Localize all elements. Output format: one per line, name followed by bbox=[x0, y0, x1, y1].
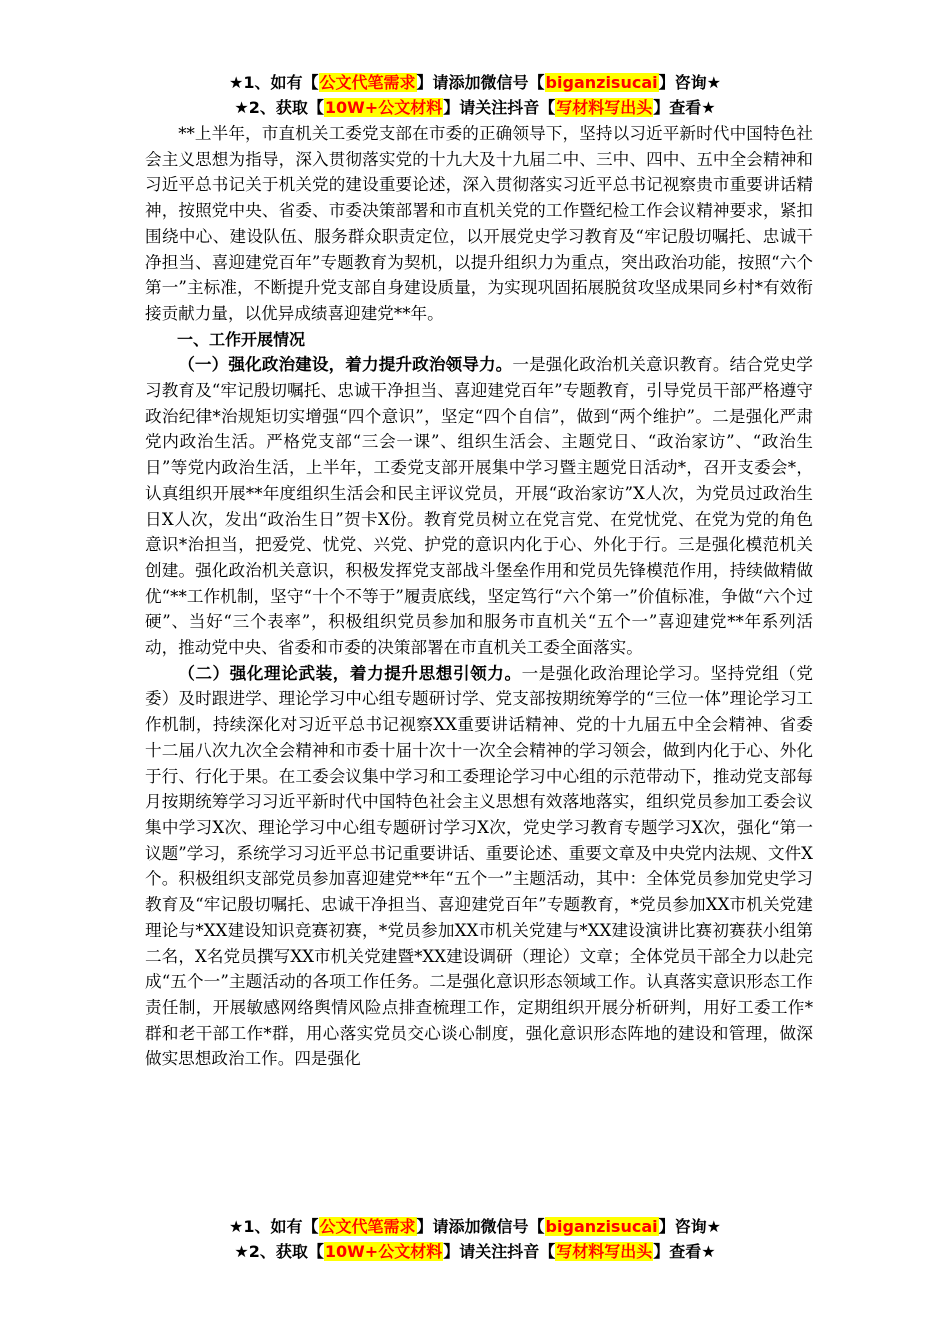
header-banner-line-2 bbox=[140, 95, 810, 120]
section-heading: 一、工作开展情况 bbox=[177, 329, 306, 349]
footer-banner-line-1 bbox=[140, 1214, 810, 1239]
header-highlight-wechat-id: biganzisucai bbox=[545, 73, 658, 92]
header-line2-middle: 】请关注抖音【 bbox=[443, 98, 556, 117]
header-line1-suffix: 】咨询★ bbox=[658, 73, 721, 92]
header-highlight-materials: 10W+公文材料 bbox=[324, 98, 443, 117]
footer-highlight-wechat-id: biganzisucai bbox=[545, 1217, 658, 1236]
footer-banner bbox=[140, 1214, 810, 1264]
footer-line2-suffix: 】查看★ bbox=[653, 1242, 716, 1261]
paragraph-theory-arming bbox=[145, 661, 813, 1072]
footer-line2-prefix: ★2、获取【 bbox=[234, 1242, 324, 1261]
header-banner bbox=[140, 70, 810, 120]
footer-highlight-materials: 10W+公文材料 bbox=[324, 1242, 443, 1261]
paragraph-1-lead: （一）强化政治建设，着力提升政治领导力。 bbox=[178, 355, 513, 375]
header-highlight-ghostwriting: 公文代笔需求 bbox=[319, 73, 416, 92]
header-line2-prefix: ★2、获取【 bbox=[234, 98, 324, 117]
paragraph-1-body: 一是强化政治机关意识教育。结合党史学习教育及“牢记殷切嘱托、忠诚干净担当、喜迎建党百年”专题教育，引导党员干部严格遵守政治纪律*治规矩切实增强“四个意识”，坚定“四个自信”，做到“两个维护”。二是强化严肃党内政治生活。严格党支部“三会一课”、组织生活会、主题党日、“政治家访”、“政治生日”等党内政治生活，上半年，工委党支部开展集中学习暨主题党日活动*，召开支委会*，认真组织开展**年度组织生活会和民主评议党员，开展“政治家访”X人次，为党员过政治生日X人次，发出“政治生日”贺卡X份。教育党员树立在党言党、在党忧党、在党为党的角色意识*治担当，把爱党、忧党、兴党、护党的意识内化于心、外化于行。三是强化模范机关创建。强化政治机关意识，积极发挥党支部战斗堡垒作用和党员先锋模范作用，持续做精做优“**工作机制，坚守“十个不等于”履责底线，坚定笃行“六个第一”价值标准，争做“六个过硬”、当好“三个表率”，积极组织党员参加和服务市直机关“五个一”喜迎建党**年系列活动，推动党中央、省委和市委的决策部署在市直机关工委全面落实。 bbox=[145, 355, 813, 658]
document-body bbox=[145, 121, 813, 1072]
paragraph-2-lead: （二）强化理论武装，着力提升思想引领力。 bbox=[178, 663, 522, 683]
footer-highlight-douyin-account: 写材料写出头 bbox=[556, 1242, 653, 1261]
header-line1-middle: 】请添加微信号【 bbox=[416, 73, 545, 92]
footer-highlight-ghostwriting: 公文代笔需求 bbox=[319, 1217, 416, 1236]
paragraph-political-building bbox=[145, 352, 813, 660]
intro-paragraph: **上半年，市直机关工委党支部在市委的正确领导下，坚持以习近平新时代中国特色社会主义思想为指导，深入贯彻落实党的十九大及十九届二中、三中、四中、五中全会精神和习近平总书记关于机关党的建设重要论述，深入贯彻落实习近平总书记视察贵市重要讲话精神，按照党中央、省委、市委决策部署和市直机关党的工作暨纪检工作会议精神要求，紧扣围绕中心、建设队伍、服务群众职责定位，以开展党史学习教育及“牢记殷切嘱托、忠诚干净担当、喜迎建党百年”专题教育为契机，以提升组织力为重点，突出政治功能，按照“六个第一”主标准，不断提升党支部自身建设质量，为实现巩固拓展脱贫攻坚成果同乡村*有效衔接贡献力量，以优异成绩喜迎建党**年。 bbox=[145, 124, 813, 323]
footer-line1-middle: 】请添加微信号【 bbox=[416, 1217, 545, 1236]
header-line2-suffix: 】查看★ bbox=[653, 98, 716, 117]
footer-banner-line-2 bbox=[140, 1239, 810, 1264]
paragraph-2-body: 一是强化政治理论学习。坚持党组（党委）及时跟进学、理论学习中心组专题研讨学、党支部按期统筹学的“三位一体”理论学习工作机制，持续深化对习近平总书记视察XX重要讲话精神、党的十九届五中全会精神、省委十二届八次九次全会精神和市委十届十次十一次全会精神的学习领会，做到内化于心、外化于行、行化于果。在工委会议集中学习和工委理论学习中心组的示范带动下，推动党支部每月按期统筹学习习近平新时代中国特色社会主义思想有效落地落实，组织党员参加工委会议集中学习X次、理论学习中心组专题研讨学习X次，党史学习教育专题学习X次，强化“第一议题”学习，系统学习习近平总书记重要讲话、重要论述、重要文章及中央党内法规、文件X个。积极组织支部党员参加喜迎建党**年“五个一”主题活动，其中：全体党员参加党史学习教育及“牢记殷切嘱托、忠诚干净担当、喜迎建党百年”专题教育，*党员参加XX市机关党建理论与*XX建设知识竞赛初赛，*党员参加XX市机关党建与*XX建设演讲比赛初赛获小组第二名，X名党员撰写XX市机关党建暨*XX建设调研（理论）文章；全体党员干部全力以赴完成“五个一”主题活动的各项工作任务。二是强化意识形态领域工作。认真落实意识形态工作责任制，开展敏感网络舆情风险点排查梳理工作，定期组织开展分析研判，用好工委工作*群和老干部工作*群，用心落实党员交心谈心制度，强化意识形态阵地的建设和管理，做深做实思想政治工作。四是强化 bbox=[145, 663, 814, 1069]
header-banner-line-1 bbox=[140, 70, 810, 95]
header-line1-prefix: ★1、如有【 bbox=[229, 73, 319, 92]
footer-line1-suffix: 】咨询★ bbox=[658, 1217, 721, 1236]
footer-line1-prefix: ★1、如有【 bbox=[229, 1217, 319, 1236]
header-highlight-douyin-account: 写材料写出头 bbox=[556, 98, 653, 117]
footer-line2-middle: 】请关注抖音【 bbox=[443, 1242, 556, 1261]
